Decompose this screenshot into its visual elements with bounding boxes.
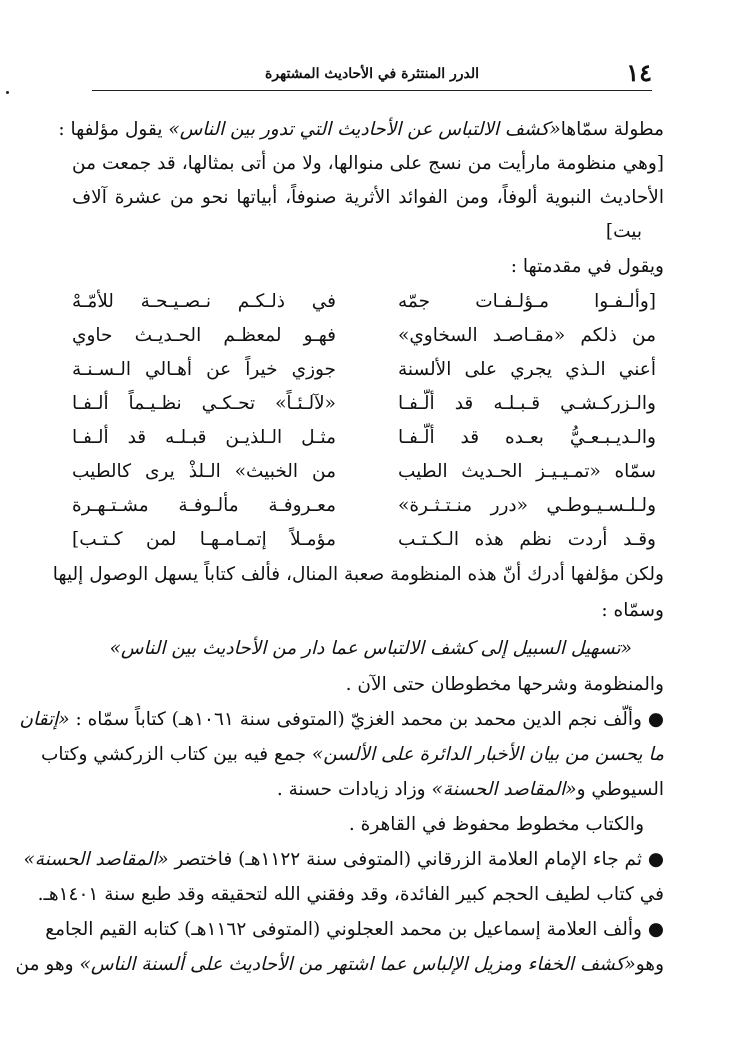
verse-first-hemistich: [وألـفـوا مـؤلـفـات جمّه — [398, 291, 656, 312]
body-line: والكتاب مخطوط محفوظ في القاهرة . — [348, 814, 644, 835]
text-run: وهو من — [15, 954, 80, 975]
text-run: يقول مؤلفها : — [58, 119, 169, 140]
page-number: ١٤ — [626, 58, 652, 87]
verse-second-hemistich: جوزي خيراً عن أهـالي الـسـنـة — [72, 359, 336, 380]
verse-first-hemistich: وقـد أردت نظم هذه الـكـتـب — [398, 529, 656, 550]
book-title: «إتقان — [19, 709, 70, 730]
body-line: في كتاب لطيف الحجم كبير الفائدة، وقد وفقني الله لتحقيقه وقد طبع سنة ١٤٠١هـ. — [37, 884, 664, 905]
verse-first-hemistich: سمّاه «تمـيـيـز الحـديث الطيب — [398, 461, 656, 482]
body-line — [23, 843, 664, 877]
book-title-line: «تسهيل السبيل إلى كشف الالتباس عما دار من الأحاديث بين الناس» — [109, 638, 632, 659]
running-header — [92, 60, 652, 91]
verse-line — [72, 353, 664, 387]
text-run: جمع فيه بين كتاب الزركشي وكتاب — [41, 744, 312, 765]
text-run: مطولة سمّاها — [560, 119, 664, 140]
verse-first-hemistich: من ذلكم «مقـاصـد السخاوي» — [398, 325, 656, 346]
text-run: وهو — [635, 954, 664, 975]
body-line — [41, 738, 664, 772]
verse-line — [72, 455, 664, 489]
body-line: ● وألف العلامة إسماعيل بن محمد العجلوني (المتوفى ١١٦٢هـ) كتابه القيم الجامع — [45, 919, 664, 940]
book-title: ما يحسن من بيان الأخبار الدائرة على الألسن» — [311, 744, 664, 765]
book-title: «كشف الالتباس عن الأحاديث التي تدور بين الناس» — [168, 119, 561, 140]
body-line — [19, 703, 664, 737]
verse-line — [72, 285, 664, 319]
book-title: «المقاصد الحسنة» — [23, 849, 169, 870]
text-run: وزاد زيادات حسنة . — [276, 779, 432, 800]
quote-line-1: [وهي منظومة مارأيت من نسج على منوالها، ولا من أتى بمثالها، قد جمعت من — [72, 153, 664, 174]
body-line — [72, 773, 664, 807]
verse-first-hemistich: ولـلـسـيـوطـي «درر منـتـثـرة» — [398, 495, 656, 516]
verse-second-hemistich: في ذلـكـم نـصـيـحـة للأمّـهْ — [72, 291, 336, 312]
verse-second-hemistich: معـروفـة مألـوفـة مشـتـهـرة — [72, 495, 336, 516]
verse-line — [72, 489, 664, 523]
book-title: «المقاصد الحسنة» — [431, 779, 577, 800]
paragraph-line-1 — [58, 113, 664, 147]
body-line: وسمّاه : — [601, 600, 664, 621]
text-run: ● ثم جاء الإمام العلامة الزرقاني (المتوفى سنة ١١٢٢هـ) فاختصر — [168, 849, 664, 870]
text-run: السيوطي و — [576, 779, 664, 800]
text-run: ● وألّف نجم الدين محمد بن محمد الغزيّ (المتوفى سنة ١٠٦١هـ) كتاباً سمّاه : — [69, 709, 664, 730]
verse-first-hemistich: والـديـبـعـيُّ بعـده قد ألّـفـا — [398, 427, 656, 448]
body-line: والمنظومة وشرحها مخطوطان حتى الآن . — [345, 674, 664, 695]
book-title: «كشف الخفاء ومزيل الإلباس عما اشتهر من الأحاديث على ألسنة الناس» — [79, 954, 636, 975]
quote-line-2: الأحاديث النبوية ألوفاً، ومن الفوائد الأثرية صنوفاً، أبياتها نحو من عشرة آلاف — [72, 187, 664, 208]
running-title: الدرر المنتثرة في الأحاديث المشتهرة — [264, 66, 479, 82]
body-line: ولكن مؤلفها أدرك أنّ هذه المنظومة صعبة المنال، فألف كتاباً يسهل الوصول إليها — [52, 564, 664, 585]
verse-second-hemistich: مثـل الـلذيـن قبـلـه قد ألـفـا — [72, 427, 336, 448]
verse-line — [72, 387, 664, 421]
verse-line — [72, 523, 664, 557]
intro-line: ويقول في مقدمتها : — [510, 256, 664, 277]
verse-second-hemistich: فهـو لمعظـم الحـديـث حاوي — [72, 325, 336, 346]
margin-mark — [6, 91, 9, 94]
verse-line — [72, 319, 664, 353]
verse-line — [72, 421, 664, 455]
verse-second-hemistich: مؤمـلاً إتمـامـهـا لمن كـتـب] — [72, 529, 336, 550]
verse-second-hemistich: «لآلـئـاً» تحـكـي نظـيـماً ألـفـا — [72, 393, 336, 414]
body-line — [15, 948, 664, 982]
verse-second-hemistich: من الخبيث» الـلذْ يرى كالطيب — [72, 461, 336, 482]
verse-first-hemistich: أعني الـذي يجري على الألسنة — [398, 359, 656, 380]
quote-line-3: بيت] — [605, 221, 642, 242]
verse-first-hemistich: والـزركـشـي قـبـلـه قد ألّـفـا — [398, 393, 656, 414]
